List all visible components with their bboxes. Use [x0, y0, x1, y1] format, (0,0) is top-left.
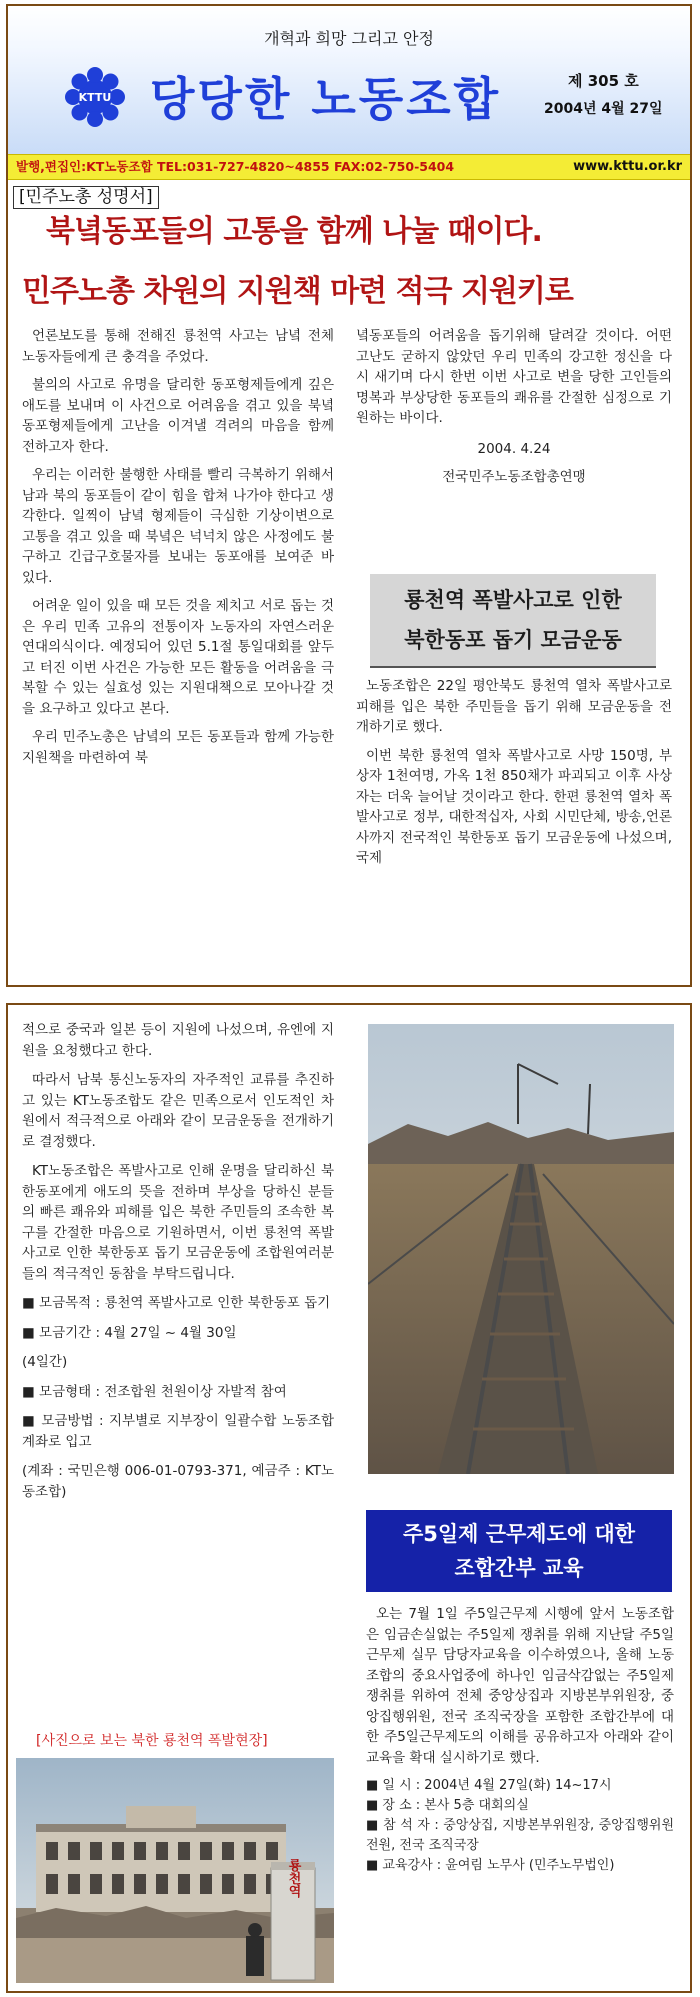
publisher-info: 발행,편집인:KT노동조합 TEL:031-727-4820~4855 FAX:02-750-5404 [16, 159, 455, 174]
paragraph: 우리는 이러한 불행한 사태를 빨리 극복하기 위해서 남과 북의 동포들이 같이 힘을 합쳐 나가야 한다고 생각한다. 일찍이 남녘 형제들이 극심한 기상이변으로 고통을 겪고 있을 때 북녘은 넉넉치 않은 사정에도 불구하고 긴급구호물자를 보내는 동포애를 보여준 바 있다. [22, 467, 334, 586]
paragraph: 불의의 사고로 유명을 달리한 동포형제들에게 깊은 애도를 보내며 이 사건으로 어려움을 겪고 있을 북녘동포형제들에게 고난을 이겨낼 격려의 마음을 함께 전하고자 한다. [22, 377, 334, 455]
paragraph: 오는 7월 1일 주5일근무제 시행에 앞서 노동조합은 임금손실없는 주5일제 쟁취를 위해 지난달 주5일근무제 실무 담당자교육을 이수하였으나, 올해 노동조합의 중요사업중에 하나인 임금삭감없는 주5일제 쟁취를 위하여 전체 중앙상집과 지방본부위원장, 중앙집행위원, 전국 조직국장을 포함한 조합간부에 대한 주5일근무제도의 이해를 공유하고자 아래와 같이 교육을 확대 실시하기로 했다. [366, 1606, 674, 1766]
station-ruins-photo [16, 1758, 334, 1983]
schedule-item: ■ 참 석 자 : 중앙상집, 지방본부위원장, 중앙집행위원 전원, 전국 조직국장 [366, 1818, 674, 1853]
paragraph: 적으로 중국과 일본 등이 지원에 나섰으며, 유엔에 지원을 요청했다고 한다. [22, 1022, 334, 1059]
bullet-item: ■ 모금목적 : 룡천역 폭발사고로 인한 북한동포 돕기 [22, 1295, 331, 1311]
website-link[interactable]: www.kttu.or.kr [573, 159, 682, 174]
issue-number: 제 305 호 [568, 72, 639, 90]
bullet-item: ■ 모금방법 : 지부별로 지부장이 일괄수합 노동조합 계좌로 입고 [22, 1413, 334, 1450]
training-headline-line2: 조합간부 교육 [454, 1556, 584, 1580]
statement-left-column [22, 326, 334, 776]
paragraph: 어려운 일이 있을 때 모든 것을 제치고 서로 돕는 것은 우리 민족 고유의 전통이자 노동자의 자연스러운 연대의식이다. 예정되어 있던 5.1절 통일대회를 앞두고 터진 이번 사건은 가능한 모든 활동을 어려움을 극복할 수 있는 실효성 있는 지원대책으로 모아나갈 것을 요구하고 있다고 본다. [22, 598, 334, 717]
slogan: 개혁과 희망 그리고 안정 [264, 29, 434, 48]
paragraph: 우리 민주노총은 남녘의 모든 동포들과 함께 가능한 지원책을 마련하여 북 [22, 729, 334, 766]
railway-tracks-photo [368, 1024, 674, 1474]
headline-main: 북녘동포들의 고통을 함께 나눌 때이다. [46, 214, 542, 249]
bullet-item: ■ 모금기간 : 4월 27일 ~ 4월 30일 [22, 1324, 237, 1341]
schedule-item: ■ 일 시 : 2004년 4월 27일(화) 14~17시 [366, 1778, 612, 1793]
paragraph: 언론보도를 통해 전해진 룡천역 사고는 남녘 전체 노동자들에게 큰 충격을 주었다. [22, 328, 334, 365]
statement-right-column [356, 326, 672, 496]
training-headline-line1: 주5일제 근무제도에 대한 [402, 1522, 636, 1546]
training-column [366, 1604, 674, 1876]
masthead [8, 6, 690, 154]
schedule-item: ■ 교육강사 : 윤여림 노무사 (민주노무법인) [366, 1858, 615, 1873]
bullet-item: (4일간) [22, 1354, 68, 1370]
paragraph: KT노동조합은 폭발사고로 인해 운명을 달리하신 북한동포에게 애도의 뜻을 전하며 부상을 당하신 분들의 빠른 쾌유와 피해를 입은 북한 주민들의 조속한 복구를 간절한 마음으로 기원하면서, 이번 룡천역 폭발사고로 인한 북한동포 돕기 모금운동에 조합원여러분들의 적극적인 동참을 부탁드립니다. [22, 1163, 334, 1282]
fundraising-headline-box [370, 574, 656, 668]
kttu-logo-icon [64, 66, 126, 128]
paragraph: 따라서 남북 통신노동자의 자주적인 교류를 추진하고 있는 KT노동조합도 같은 민족으로서 인도적인 차원에서 적극적으로 아래와 같이 모금운동을 전개하기로 결정했다. [22, 1072, 334, 1150]
photo-caption: [사진으로 보는 북한 룡천역 폭발현장] [36, 1733, 268, 1749]
schedule-item: ■ 장 소 : 본사 5층 대회의실 [366, 1798, 529, 1813]
bullet-item: ■ 모금형태 : 전조합원 천원이상 자발적 참여 [22, 1383, 287, 1400]
statement-organization: 전국민주노동조합총연맹 [442, 469, 586, 485]
bullet-item: (계좌 : 국민은행 006-01-0793-371, 예금주 : KT노동조합) [22, 1463, 334, 1500]
newsletter-title: 당당한 노동조합 [150, 72, 502, 126]
issue-date: 2004년 4월 27일 [544, 101, 663, 117]
publisher-bar [8, 154, 690, 180]
statement-date: 2004. 4.24 [477, 440, 551, 457]
fundraising-column-page2 [22, 1020, 334, 1511]
statement-kicker: [민주노총 성명서] [13, 186, 159, 209]
fundraising-column-page1 [356, 676, 672, 877]
paragraph: 녘동포들의 어려움을 돕기위해 달려갈 것이다. 어떤 고난도 굳하지 않았던 우리 민족의 강고한 정신을 다시 새기며 다시 한번 이번 사고로 변을 당한 고인들의 명복과 부상당한 동포들의 쾌유를 간절한 심정으로 기원하는 바이다. [356, 328, 672, 426]
logo-text: KTTU [78, 91, 112, 104]
fundraising-headline-line2: 북한동포 돕기 모금운동 [404, 628, 622, 652]
training-headline-box [366, 1510, 672, 1592]
fundraising-headline-line1: 룡천역 폭발사고로 인한 [404, 588, 622, 612]
paragraph: 노동조합은 22일 평안북도 룡천역 열차 폭발사고로 피해를 입은 북한 주민들을 돕기 위해 모금운동을 전개하기로 했다. [356, 678, 672, 735]
station-sign-text: 룡천역 [285, 1858, 301, 1898]
paragraph: 이번 북한 룡천역 열차 폭발사고로 사망 150명, 부상자 1천여명, 가옥 1천 850채가 파괴되고 이후 사상자는 더욱 늘어날 것이라고 한다. 한편 룡천역 열차 폭발사고로 정부, 대한적십자, 사회 시민단체, 방송,언론사까지 전국적인 북한동포 돕기 모금운동에 나섰으며, 국제 [356, 747, 672, 866]
headline-sub: 민주노총 차원의 지원책 마련 적극 지원키로 [22, 274, 573, 309]
